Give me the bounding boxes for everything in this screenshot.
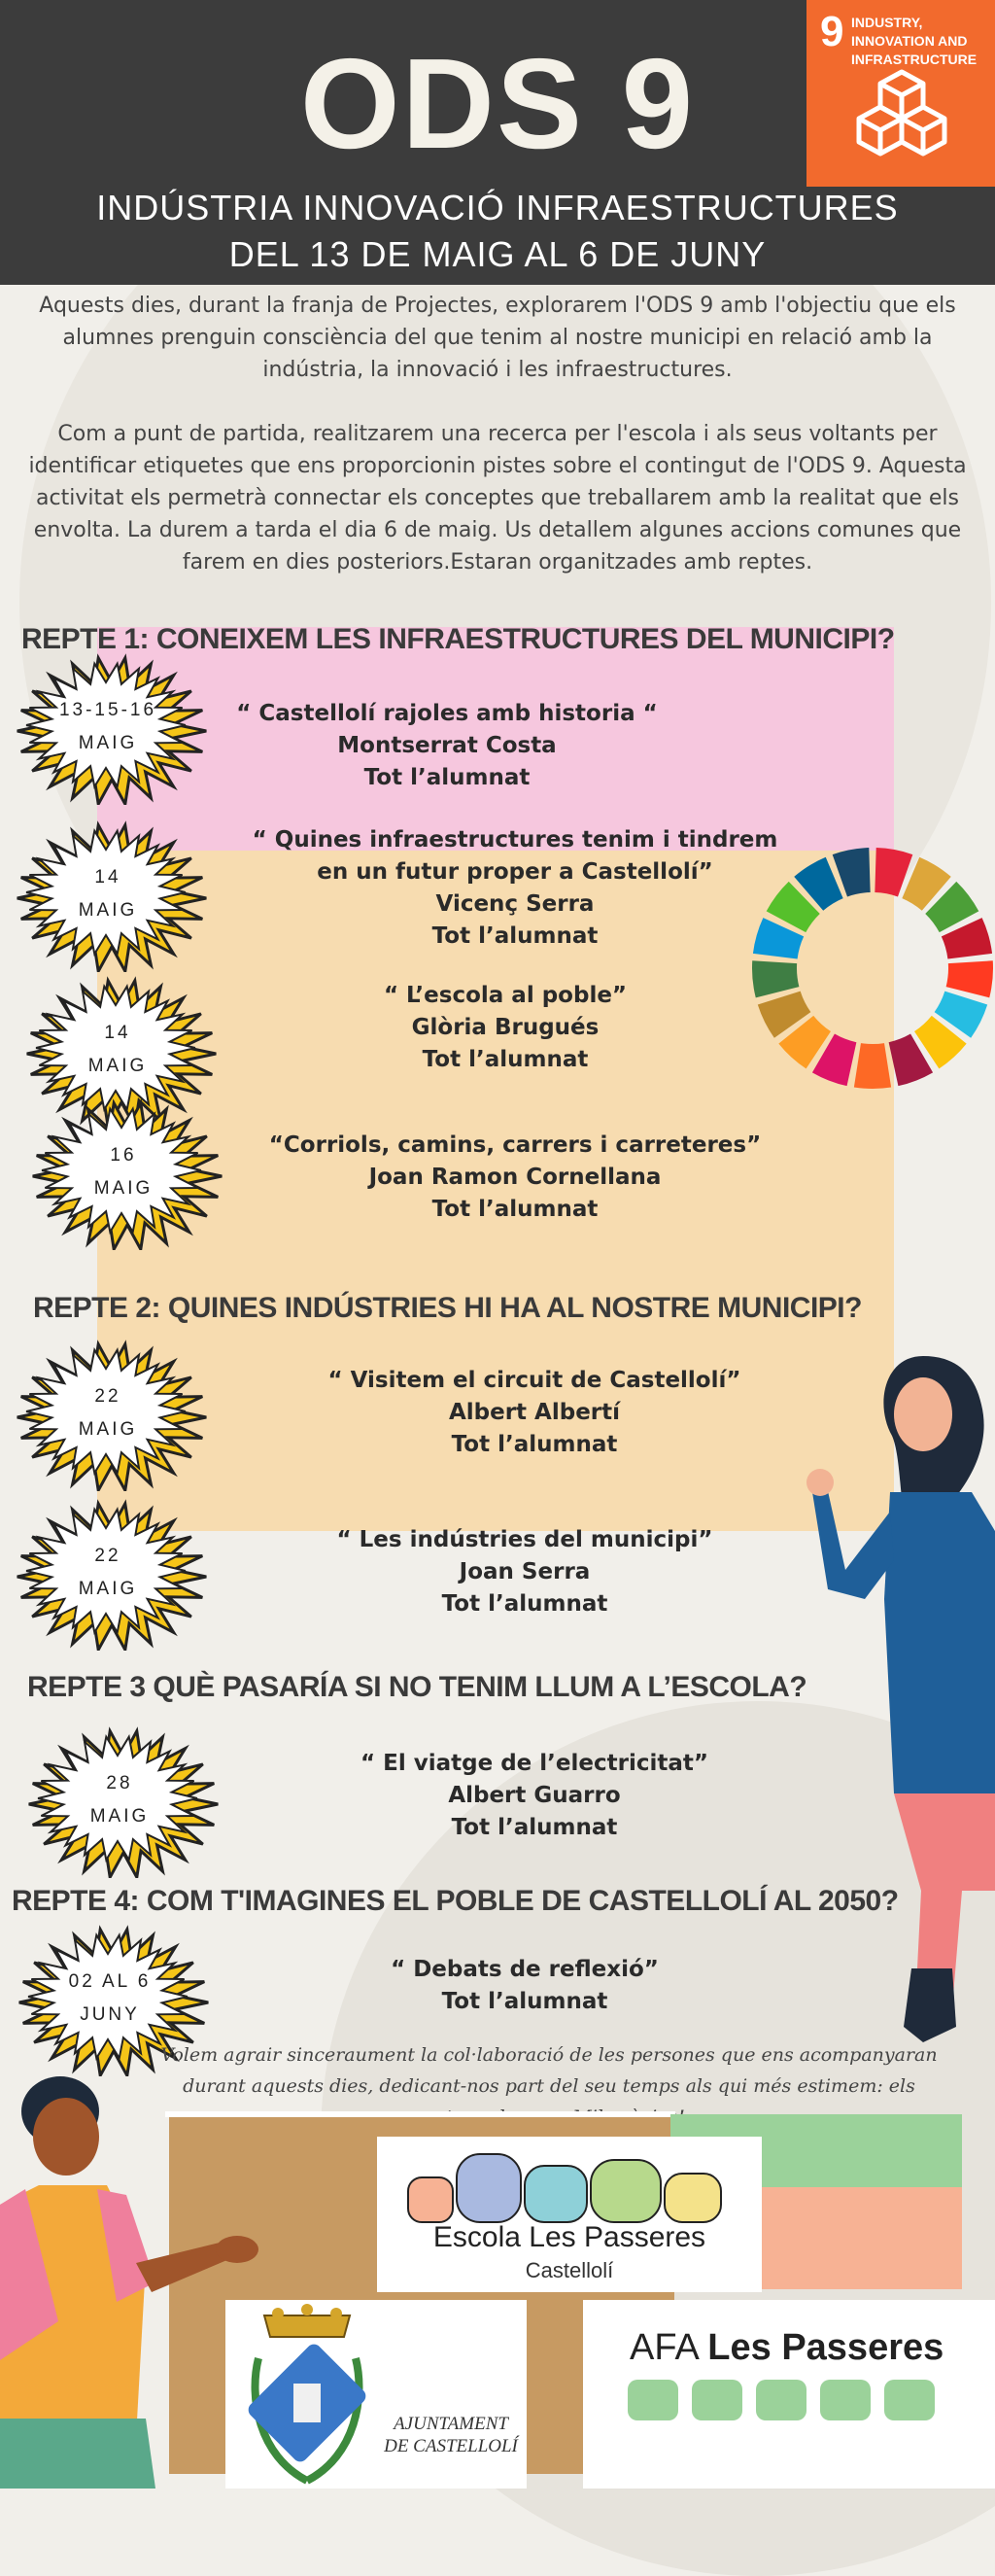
sdg-wheel-segment <box>854 1043 891 1089</box>
activity-name: “ Debats de reflexió” <box>391 1957 659 1982</box>
date-day: 28 <box>106 1773 133 1793</box>
ajuntament-line: AJUNTAMENT <box>394 2414 508 2434</box>
repte-2-heading: REPTE 2: QUINES INDÚSTRIES HI HA AL NOSTRE MUNICIPI? <box>33 1292 862 1324</box>
repte-1-heading: REPTE 1: CONEIXEM LES INFRAESTRUCTURES DEL MUNICIPI? <box>21 623 895 655</box>
date-month: MAIG <box>89 1806 150 1827</box>
activity-name: “ Castellolí rajoles amb historia “ <box>236 701 658 726</box>
sdg-wheel-segment <box>946 960 993 997</box>
date-day: 02 AL 6 <box>68 1971 152 1992</box>
date-burst <box>6 1495 210 1651</box>
activity-person: Glòria Brugués <box>411 1015 600 1040</box>
activity-block <box>292 1365 777 1461</box>
activity-audience: Tot l’alumnat <box>451 1815 618 1840</box>
date-burst <box>6 1336 210 1491</box>
date-burst <box>6 817 210 972</box>
activity-person: Joan Ramon Cornellana <box>368 1165 662 1190</box>
thanks-text: Volem agrair sinceraument la col·laboració de les persones que ens acompanyaran durant aquests dies, dedicant-nos part del seu temps als qui més estimem: els <box>160 2044 938 2097</box>
activity-name: “Corriols, camins, carrers i carreteres” <box>268 1132 762 1158</box>
activity-block <box>233 824 797 953</box>
subtitle-line: INDÚSTRIA INNOVACIÓ INFRAESTRUCTURES <box>96 188 899 227</box>
activity-block <box>330 1954 719 2018</box>
date-burst <box>21 1095 225 1250</box>
date-month: MAIG <box>78 1579 138 1599</box>
activity-block <box>311 1748 758 1844</box>
date-month: MAIG <box>87 1056 148 1076</box>
repte-3-heading: REPTE 3 QUÈ PASARÍA SI NO TENIM LLUM A L’ESCOLA? <box>27 1671 807 1703</box>
activity-audience: Tot l’alumnat <box>363 765 531 790</box>
activity-block <box>292 1524 758 1620</box>
date-day: 22 <box>94 1546 121 1566</box>
school-logo-icon <box>406 2148 733 2224</box>
sdg-wheel-segment <box>752 960 799 997</box>
intro-paragraph: Aquests dies, durant la franja de Projectes, explorarem l'ODS 9 amb l'objectiu que els alumnes prenguin consciència del que tenim al nostre municipi en relació amb la indústria, la innovació i les infraestructures. <box>39 294 956 382</box>
cubes-icon <box>851 66 952 167</box>
activity-block <box>262 980 748 1076</box>
date-label <box>6 1495 210 1651</box>
activity-block <box>253 1130 777 1226</box>
date-label <box>21 1095 225 1250</box>
ajuntament-name <box>383 2413 519 2457</box>
date-label <box>17 1723 222 1878</box>
activity-name: “ Visitem el circuit de Castellolí” <box>327 1368 741 1393</box>
afa-prefix: AFA <box>630 2327 698 2368</box>
date-label <box>6 649 210 805</box>
date-burst <box>17 1723 222 1878</box>
school-town: Castellolí <box>525 2258 614 2282</box>
sdg-label: INDUSTRY, INNOVATION AND INFRASTRUCTURE <box>851 15 978 67</box>
activity-audience: Tot l’alumnat <box>422 1047 589 1072</box>
repte-4-heading: REPTE 4: COM T'IMAGINES EL POBLE DE CASTELLOLÍ AL 2050? <box>12 1885 899 1917</box>
intro-text <box>27 290 968 610</box>
intro-paragraph: Com a punt de partida, realitzarem una recerca per l'escola i als seus voltants per identificar etiquetes que ens proporcionin pistes sobre el contingut de l'ODS 9. Aquesta activitat els permetrà connectar els conceptes que treballarem amb la realitat que els envolta. La durem a tarda el dia 6 de maig. Us detallem algunes accions comunes que farem en dies posteriors.Estaran organitzades amb reptes. <box>28 422 967 574</box>
activity-name: “ El viatge de l’electricitat” <box>360 1751 708 1776</box>
woman-illustration-icon <box>806 1346 995 2046</box>
date-month: MAIG <box>78 1419 138 1440</box>
activity-name: “ Quines infraestructures tenim i tindrem en un futur proper a Castellolí” <box>252 827 778 885</box>
afa-blocks-icon <box>628 2378 939 2424</box>
page-subtitle <box>0 185 995 278</box>
page-title: ODS 9 <box>299 32 696 175</box>
activity-person: Montserrat Costa <box>337 733 557 758</box>
activity-person: Albert Albertí <box>448 1400 621 1425</box>
sdg-number: 9 <box>820 8 844 55</box>
activity-audience: Tot l’alumnat <box>451 1432 618 1457</box>
date-burst <box>6 649 210 805</box>
date-label <box>6 817 210 972</box>
activity-person: Joan Serra <box>459 1559 591 1584</box>
activity-person: Vicenç Serra <box>435 891 595 917</box>
activity-audience: Tot l’alumnat <box>431 923 599 949</box>
date-day: 14 <box>104 1023 131 1043</box>
date-range: DEL 13 DE MAIG AL 6 DE JUNY <box>228 234 767 274</box>
date-month: MAIG <box>93 1178 154 1199</box>
sdg9-badge <box>806 0 995 187</box>
activity-audience: Tot l’alumnat <box>441 1989 608 2014</box>
date-day: 16 <box>110 1145 137 1166</box>
date-day: 14 <box>94 867 121 888</box>
date-month: MAIG <box>78 733 138 753</box>
activity-audience: Tot l’alumnat <box>431 1197 599 1222</box>
activity-audience: Tot l’alumnat <box>441 1591 608 1617</box>
date-month: JUNY <box>80 2004 140 2025</box>
date-day: 22 <box>94 1386 121 1407</box>
date-month: MAIG <box>78 900 138 921</box>
activity-person: Albert Guarro <box>448 1783 621 1808</box>
afa-name <box>630 2325 944 2370</box>
activity-name: “ Les indústries del municipi” <box>336 1527 713 1552</box>
activity-block <box>194 698 700 794</box>
school-name: Escola Les Passeres <box>432 2221 706 2253</box>
ajuntament-line: DE CASTELLOLÍ <box>384 2436 518 2456</box>
date-day: 13-15-16 <box>58 700 157 720</box>
afa-association-name: Les Passeres <box>707 2327 944 2368</box>
date-label <box>6 1336 210 1491</box>
activity-name: “ L’escola al poble” <box>383 983 628 1008</box>
man-illustration-icon <box>0 2069 282 2489</box>
